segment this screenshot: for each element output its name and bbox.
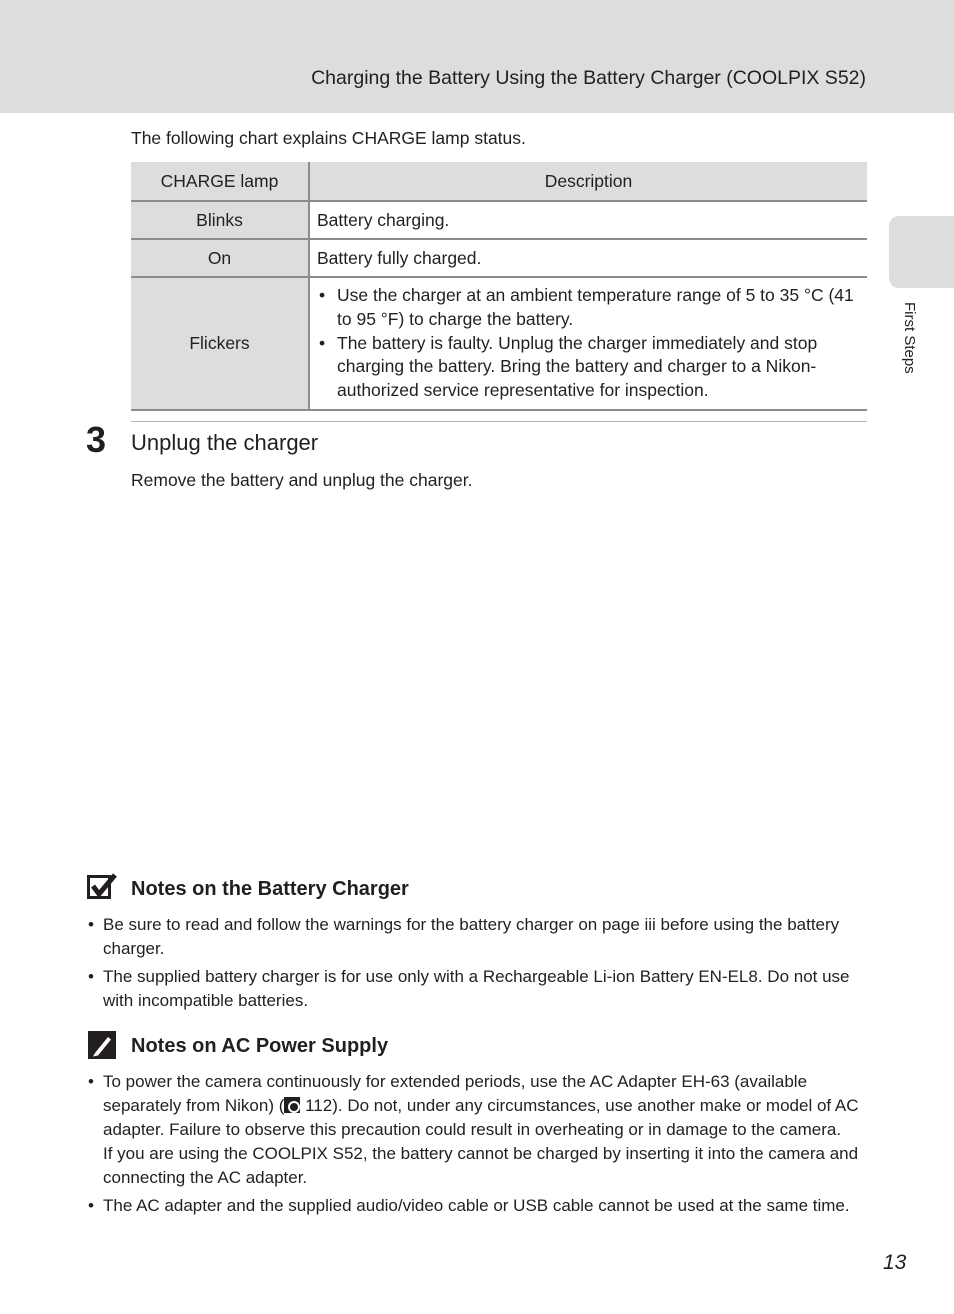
notes-charger-list: [88, 913, 868, 1013]
checkmark-caution-icon: [87, 873, 117, 901]
section-tab: [889, 216, 954, 288]
notes-charger-heading: Notes on the Battery Charger: [131, 878, 409, 900]
list-item: • Be sure to read and follow the warnings for the battery charger on page iii before using the battery charger.: [88, 913, 868, 961]
header-band: [0, 0, 954, 113]
list-item: • The AC adapter and the supplied audio/video cable or USB cable cannot be used at the same time.: [88, 1194, 868, 1218]
table-row: [131, 239, 867, 277]
step-divider: [131, 421, 867, 422]
step-title: Unplug the charger: [131, 430, 319, 455]
lamp-status-cell: Flickers: [131, 277, 309, 410]
page-header-title: Charging the Battery Using the Battery Charger (COOLPIX S52): [311, 67, 866, 89]
charge-lamp-table: [131, 162, 867, 411]
lamp-status-cell: On: [131, 239, 309, 277]
pencil-note-icon: [88, 1031, 118, 1059]
list-item-text: If you are using the COOLPIX S52, the battery cannot be charged by inserting it into the camera and connecting the AC adapter.: [103, 1144, 859, 1187]
list-item: • The battery is faulty. Unplug the charger immediately and stop charging the battery. Bring the battery and charger to a Nikon-authorized service representative for inspection.: [317, 332, 861, 403]
intro-text: The following chart explains CHARGE lamp status.: [131, 128, 526, 148]
description-cell: [309, 277, 867, 410]
description-cell: Battery fully charged.: [309, 239, 867, 277]
notes-ac-heading: Notes on AC Power Supply: [131, 1035, 389, 1057]
section-tab-label: First Steps: [901, 302, 918, 374]
notes-ac-list: [88, 1070, 868, 1218]
step-number: 3: [86, 419, 107, 460]
table-row: [131, 277, 867, 410]
list-item: • The supplied battery charger is for use only with a Rechargeable Li-ion Battery EN-EL8. Do not use with incompatible batteries.: [88, 965, 868, 1013]
step-body: Remove the battery and unplug the charger.: [131, 470, 473, 490]
list-item-text: To power the camera continuously for extended periods, use the AC Adapter EH-63 (available separately from Nikon) (: [103, 1072, 808, 1115]
description-bullets: [317, 284, 867, 403]
list-item-text: 112). Do not, under any circumstances, use another make or model of AC adapter. Failure to observe this precaution could result in overheating or in damage to the camera.: [103, 1096, 859, 1139]
table-row: [131, 201, 867, 239]
column-header-lamp: CHARGE lamp: [131, 162, 309, 201]
lamp-status-cell: Blinks: [131, 201, 309, 239]
description-cell: Battery charging.: [309, 201, 867, 239]
column-header-description: Description: [309, 162, 867, 201]
page-reference-icon: [284, 1097, 300, 1113]
table-header-row: [131, 162, 867, 201]
list-item: [88, 1070, 868, 1190]
page-number: 13: [883, 1251, 907, 1274]
list-item: • Use the charger at an ambient temperature range of 5 to 35 °C (41 to 95 °F) to charge the battery.: [317, 284, 861, 332]
